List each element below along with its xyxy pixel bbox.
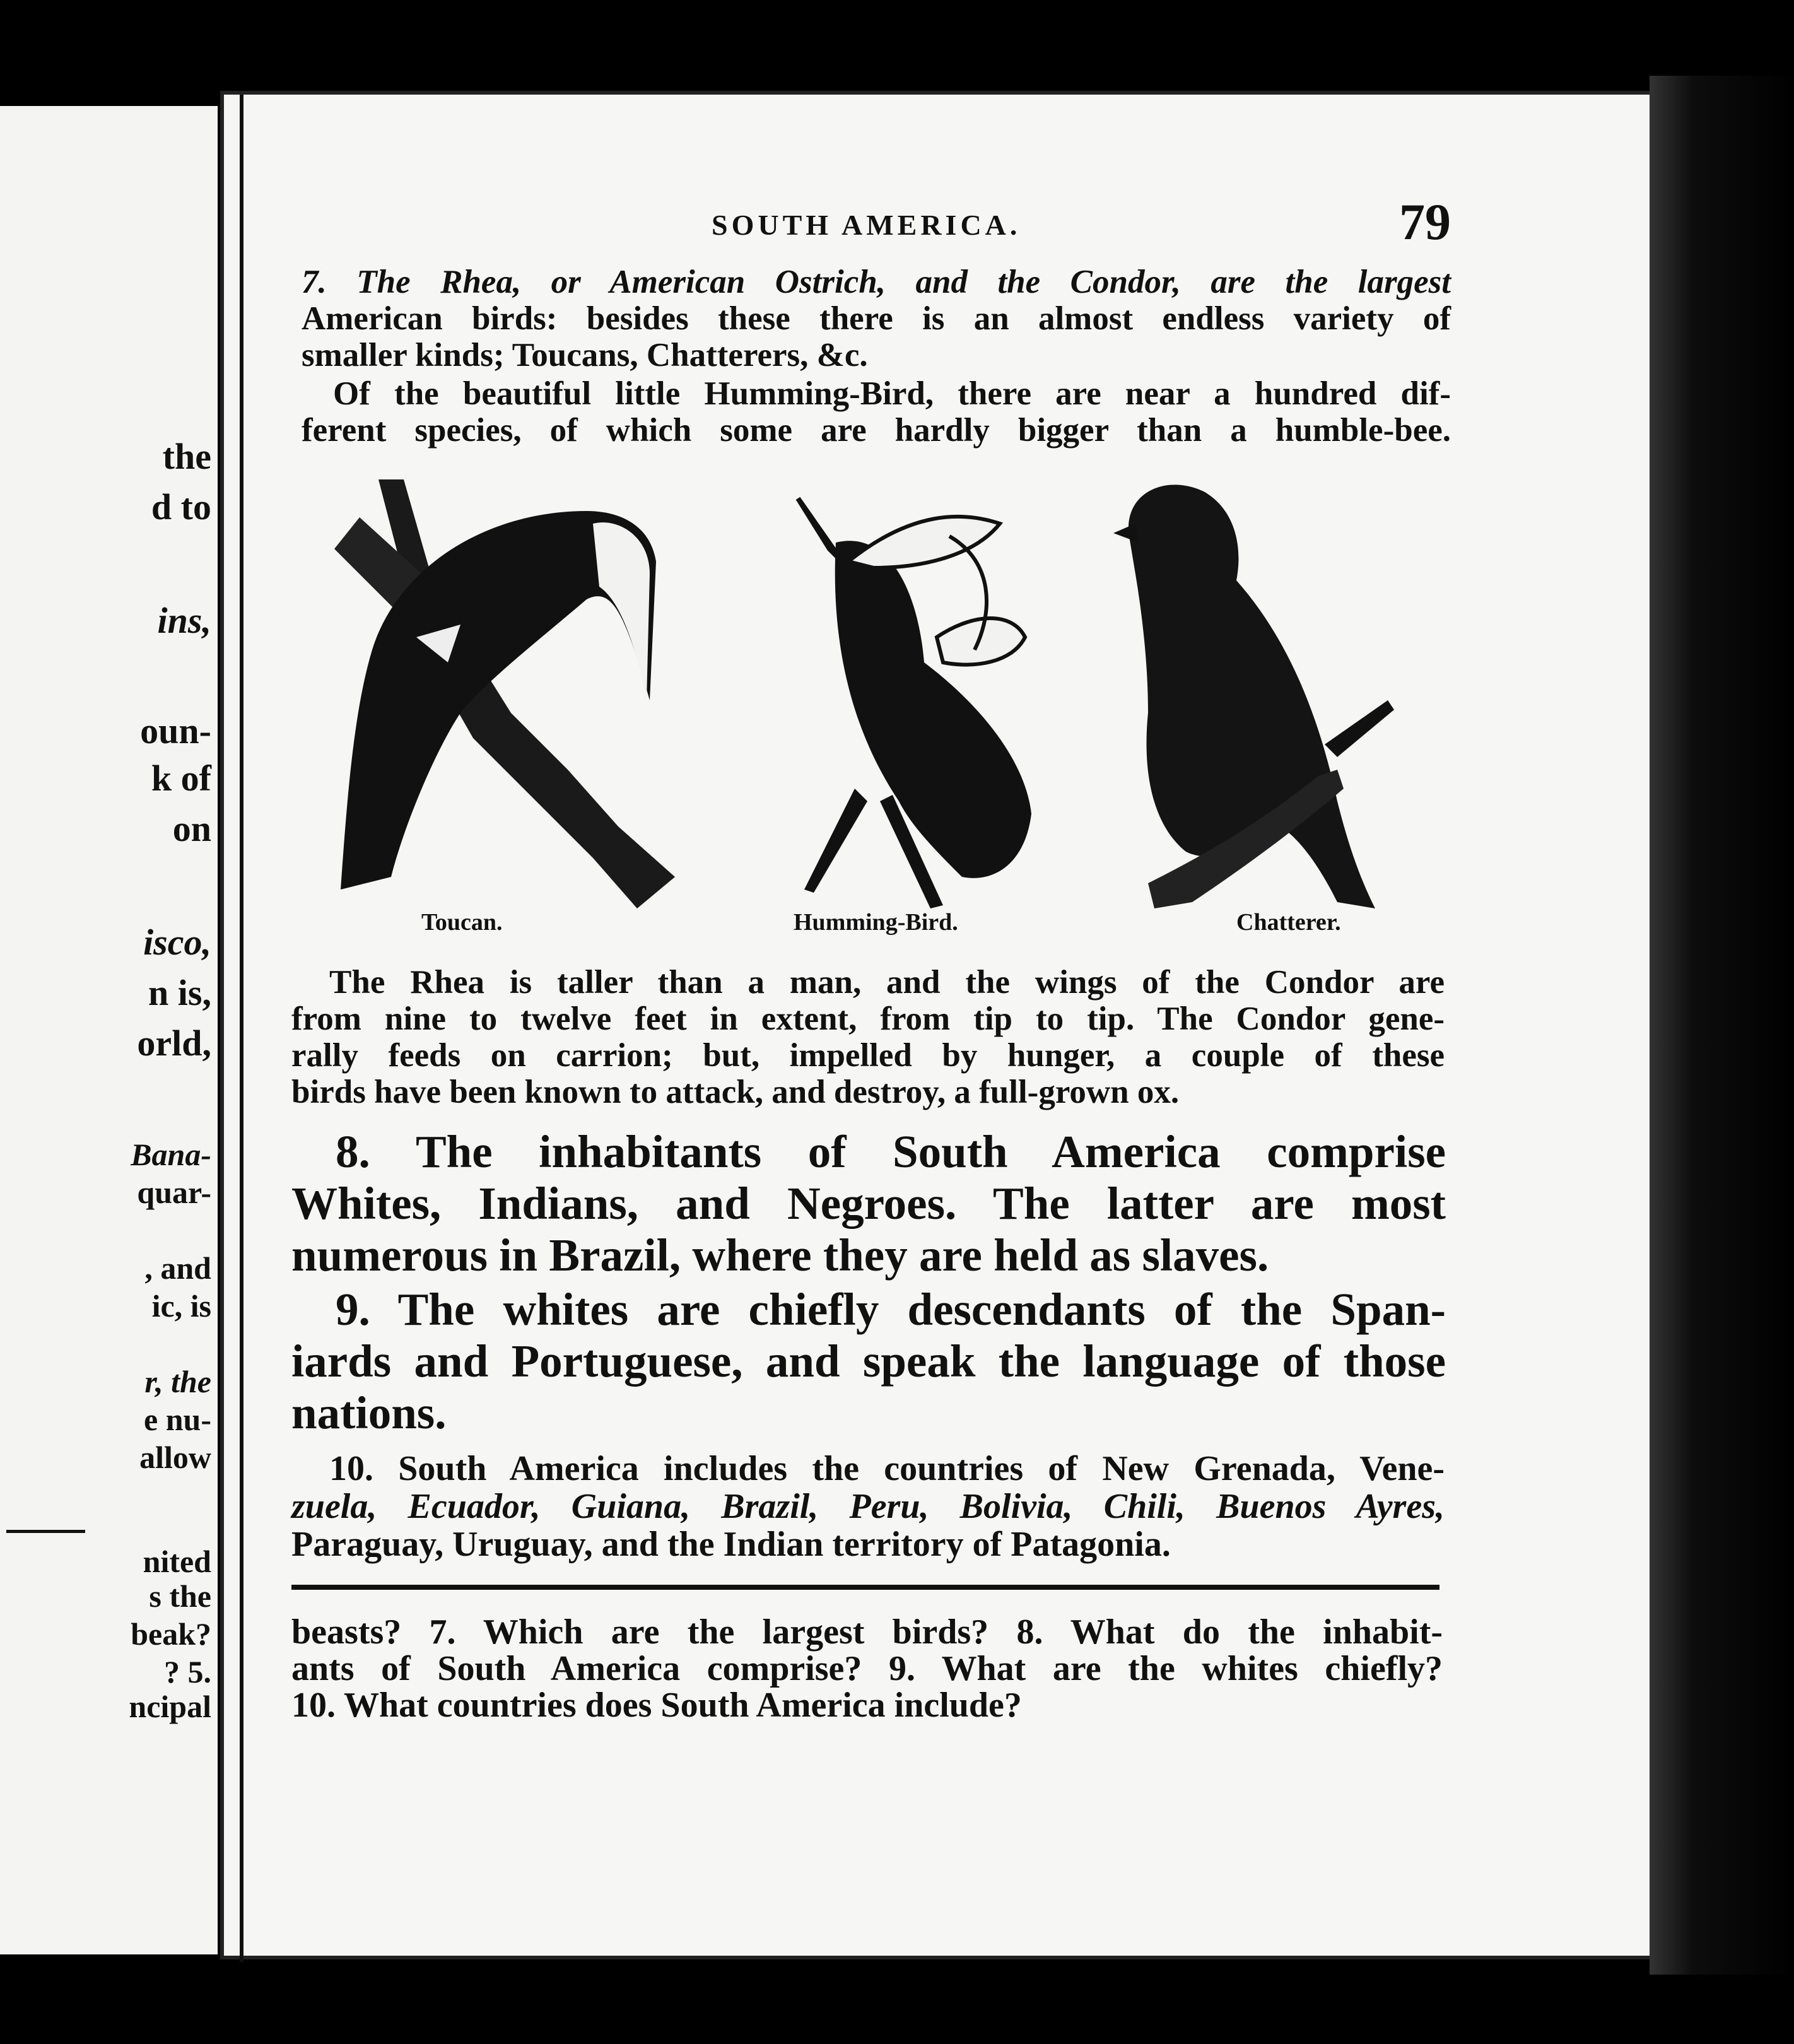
page-inner-border: [240, 95, 243, 1962]
chatterer-illustration: [1110, 473, 1413, 915]
left-page-fragment: on: [172, 808, 211, 849]
paragraph-humming-bird: [302, 375, 1451, 449]
caption-chatterer: Chatterer.: [1236, 909, 1341, 936]
left-page-rule: [6, 1530, 85, 1533]
humming-bird-illustration: [785, 473, 1050, 915]
paragraph-8-line-2: Whites, Indians, and Negroes. The latter are most: [291, 1178, 1446, 1229]
paragraph-rhea-line-3: rally feeds on carrion; but, impelled by hunger, a couple of these: [291, 1037, 1445, 1074]
left-page-fragment: ncipal: [129, 1689, 211, 1724]
paragraph-rhea-line-2: from nine to twelve feet in extent, from tip to tip. The Condor gene-: [291, 1001, 1445, 1037]
questions-line-1: beasts? 7. Which are the largest birds? 8. What do the inhabit-: [291, 1612, 1443, 1652]
running-head: SOUTH AMERICA.: [712, 209, 1021, 241]
left-page-fragment: quar-: [137, 1175, 211, 1210]
paragraph-9-line-3: nations.: [291, 1387, 447, 1438]
paragraph-10-line-2: zuela, Ecuador, Guiana, Brazil, Peru, Bolivia, Chili, Buenos Ayres,: [291, 1487, 1445, 1526]
left-page-fragment: k of: [151, 758, 211, 799]
left-page-fragment: e nu-: [144, 1402, 211, 1437]
paragraph-9: [291, 1284, 1446, 1439]
left-page: [0, 106, 218, 1954]
left-page-fragment: nited: [143, 1544, 211, 1579]
paragraph-humming-line-1: Of the beautiful little Humming-Bird, there are near a hundred dif-: [333, 375, 1451, 412]
left-page-fragment: Bana-: [131, 1137, 211, 1172]
left-page-fragment: s the: [149, 1578, 211, 1614]
left-page-fragment: ins,: [157, 600, 211, 641]
left-page-fragment: isco,: [143, 922, 211, 963]
left-page-fragment: , and: [144, 1250, 211, 1286]
paragraph-7-line-2: American birds: besides these there is an almost endless variety of: [302, 300, 1451, 337]
paragraph-humming-line-2: ferent species, of which some are hardly bigger than a humble-bee.: [302, 412, 1451, 449]
paragraph-10: [291, 1450, 1445, 1563]
paragraph-8: [291, 1126, 1446, 1281]
paragraph-7-line-1: 7. The Rhea, or American Ostrich, and the Condor, are the largest: [302, 264, 1451, 300]
left-page-fragment: beak?: [131, 1616, 211, 1652]
page-edge: [1650, 76, 1794, 1975]
paragraph-rhea: [291, 964, 1445, 1110]
left-page-fragment: orld,: [137, 1023, 211, 1064]
left-page-fragment: the: [162, 436, 211, 477]
paragraph-10-line-3: Paraguay, Uruguay, and the Indian territory of Patagonia.: [291, 1525, 1171, 1564]
review-questions: [291, 1614, 1443, 1724]
section-rule: [291, 1585, 1439, 1590]
questions-line-3: 10. What countries does South America include?: [291, 1686, 1022, 1725]
left-page-fragment: r, the: [144, 1364, 211, 1399]
caption-humming-bird: Humming-Bird.: [794, 909, 958, 936]
toucan-illustration: [322, 473, 700, 915]
paragraph-8-line-3: numerous in Brazil, where they are held as slaves.: [291, 1230, 1269, 1281]
paragraph-rhea-line-4: birds have been known to attack, and destroy, a full-grown ox.: [291, 1074, 1180, 1110]
left-page-fragment: d to: [151, 486, 211, 527]
paragraph-7: [302, 264, 1451, 373]
left-page-fragment: ic, is: [151, 1288, 211, 1324]
caption-toucan: Toucan.: [421, 909, 503, 936]
paragraph-10-line-1: 10. South America includes the countries of New Grenada, Vene-: [329, 1449, 1445, 1488]
left-page-fragment: n is,: [148, 972, 211, 1013]
paragraph-7-line-3: smaller kinds; Toucans, Chatterers, &c.: [302, 337, 868, 373]
paragraph-9-line-2: iards and Portuguese, and speak the language of those: [291, 1336, 1446, 1387]
left-page-fragment: ? 5.: [164, 1654, 211, 1689]
left-page-fragment: oun-: [140, 710, 211, 751]
paragraph-rhea-line-1: The Rhea is taller than a man, and the wings of the Condor are: [329, 964, 1445, 1001]
paragraph-9-line-1: 9. The whites are chiefly descendants of the Span-: [336, 1284, 1446, 1335]
left-page-fragment: allow: [139, 1440, 211, 1475]
page-number: 79: [1399, 193, 1451, 250]
paragraph-8-line-1: 8. The inhabitants of South America comprise: [336, 1126, 1446, 1177]
questions-line-2: ants of South America comprise? 9. What are the whites chiefly?: [291, 1649, 1443, 1688]
